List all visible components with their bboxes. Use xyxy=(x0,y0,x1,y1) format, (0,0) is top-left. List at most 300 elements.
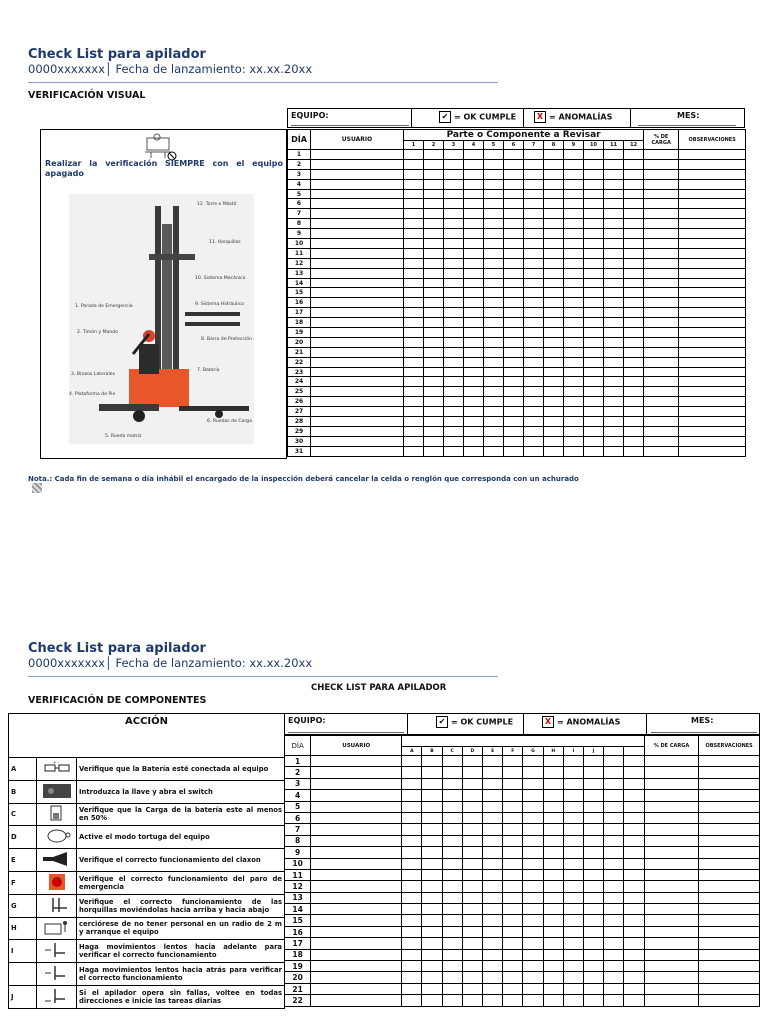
check-cell[interactable] xyxy=(604,881,624,892)
check-cell[interactable] xyxy=(464,347,484,357)
check-cell[interactable] xyxy=(524,377,544,387)
check-cell[interactable] xyxy=(424,377,444,387)
check-cell[interactable] xyxy=(503,881,523,892)
check-cell[interactable] xyxy=(402,801,422,812)
check-cell[interactable] xyxy=(624,328,644,338)
check-cell[interactable] xyxy=(543,869,563,880)
check-cell[interactable] xyxy=(624,367,644,377)
check-cell[interactable] xyxy=(422,778,442,789)
check-cell[interactable] xyxy=(442,801,462,812)
check-cell[interactable] xyxy=(462,869,482,880)
check-cell[interactable] xyxy=(503,904,523,915)
check-cell[interactable] xyxy=(402,983,422,994)
check-cell[interactable] xyxy=(679,239,746,249)
check-cell[interactable] xyxy=(442,835,462,846)
check-cell[interactable] xyxy=(524,367,544,377)
check-cell[interactable] xyxy=(442,790,462,801)
check-cell[interactable] xyxy=(543,995,563,1006)
check-cell[interactable] xyxy=(311,778,402,789)
check-cell[interactable] xyxy=(564,377,584,387)
check-cell[interactable] xyxy=(544,397,564,407)
check-cell[interactable] xyxy=(483,881,503,892)
check-cell[interactable] xyxy=(624,983,644,994)
check-cell[interactable] xyxy=(564,446,584,456)
check-cell[interactable] xyxy=(624,219,644,229)
check-cell[interactable] xyxy=(679,169,746,179)
check-cell[interactable] xyxy=(523,915,543,926)
check-cell[interactable] xyxy=(679,407,746,417)
check-cell[interactable] xyxy=(679,426,746,436)
check-cell[interactable] xyxy=(404,189,424,199)
check-cell[interactable] xyxy=(444,268,464,278)
check-cell[interactable] xyxy=(584,288,604,298)
check-cell[interactable] xyxy=(311,426,404,436)
check-cell[interactable] xyxy=(604,938,624,949)
check-cell[interactable] xyxy=(311,961,402,972)
check-cell[interactable] xyxy=(483,847,503,858)
check-cell[interactable] xyxy=(624,308,644,318)
check-cell[interactable] xyxy=(624,904,644,915)
check-cell[interactable] xyxy=(524,426,544,436)
check-cell[interactable] xyxy=(699,938,760,949)
check-cell[interactable] xyxy=(524,397,544,407)
check-cell[interactable] xyxy=(644,858,699,869)
check-cell[interactable] xyxy=(644,209,679,219)
check-cell[interactable] xyxy=(699,790,760,801)
check-cell[interactable] xyxy=(624,248,644,258)
check-cell[interactable] xyxy=(543,847,563,858)
check-cell[interactable] xyxy=(442,961,462,972)
check-cell[interactable] xyxy=(604,915,624,926)
check-cell[interactable] xyxy=(544,209,564,219)
check-cell[interactable] xyxy=(644,179,679,189)
check-cell[interactable] xyxy=(679,189,746,199)
check-cell[interactable] xyxy=(644,159,679,169)
check-cell[interactable] xyxy=(563,983,583,994)
check-cell[interactable] xyxy=(504,209,524,219)
check-cell[interactable] xyxy=(564,229,584,239)
check-cell[interactable] xyxy=(563,938,583,949)
check-cell[interactable] xyxy=(563,961,583,972)
check-cell[interactable] xyxy=(564,239,584,249)
check-cell[interactable] xyxy=(462,767,482,778)
check-cell[interactable] xyxy=(311,949,402,960)
check-cell[interactable] xyxy=(604,790,624,801)
check-cell[interactable] xyxy=(584,347,604,357)
check-cell[interactable] xyxy=(624,858,644,869)
check-cell[interactable] xyxy=(564,426,584,436)
check-cell[interactable] xyxy=(462,824,482,835)
check-cell[interactable] xyxy=(544,248,564,258)
check-cell[interactable] xyxy=(503,790,523,801)
check-cell[interactable] xyxy=(564,367,584,377)
check-cell[interactable] xyxy=(404,258,424,268)
check-cell[interactable] xyxy=(564,337,584,347)
check-cell[interactable] xyxy=(402,812,422,823)
check-cell[interactable] xyxy=(504,150,524,160)
check-cell[interactable] xyxy=(543,961,563,972)
check-cell[interactable] xyxy=(604,308,624,318)
check-cell[interactable] xyxy=(462,847,482,858)
check-cell[interactable] xyxy=(462,915,482,926)
check-cell[interactable] xyxy=(442,915,462,926)
check-cell[interactable] xyxy=(563,847,583,858)
check-cell[interactable] xyxy=(444,288,464,298)
check-cell[interactable] xyxy=(644,881,699,892)
check-cell[interactable] xyxy=(624,756,644,767)
check-cell[interactable] xyxy=(584,801,604,812)
check-cell[interactable] xyxy=(422,756,442,767)
check-cell[interactable] xyxy=(464,337,484,347)
check-cell[interactable] xyxy=(544,278,564,288)
check-cell[interactable] xyxy=(503,938,523,949)
check-cell[interactable] xyxy=(404,288,424,298)
check-cell[interactable] xyxy=(624,949,644,960)
check-cell[interactable] xyxy=(404,308,424,318)
check-cell[interactable] xyxy=(464,189,484,199)
check-cell[interactable] xyxy=(604,288,624,298)
check-cell[interactable] xyxy=(504,298,524,308)
check-cell[interactable] xyxy=(311,869,402,880)
check-cell[interactable] xyxy=(311,278,404,288)
check-cell[interactable] xyxy=(424,308,444,318)
check-cell[interactable] xyxy=(679,337,746,347)
check-cell[interactable] xyxy=(584,881,604,892)
check-cell[interactable] xyxy=(644,961,699,972)
check-cell[interactable] xyxy=(524,347,544,357)
check-cell[interactable] xyxy=(504,159,524,169)
check-cell[interactable] xyxy=(504,387,524,397)
check-cell[interactable] xyxy=(424,436,444,446)
check-cell[interactable] xyxy=(503,778,523,789)
check-cell[interactable] xyxy=(524,219,544,229)
check-cell[interactable] xyxy=(422,949,442,960)
check-cell[interactable] xyxy=(444,209,464,219)
check-cell[interactable] xyxy=(584,915,604,926)
check-cell[interactable] xyxy=(462,801,482,812)
check-cell[interactable] xyxy=(584,756,604,767)
check-cell[interactable] xyxy=(563,995,583,1006)
check-cell[interactable] xyxy=(462,995,482,1006)
check-cell[interactable] xyxy=(604,949,624,960)
check-cell[interactable] xyxy=(699,961,760,972)
check-cell[interactable] xyxy=(442,995,462,1006)
check-cell[interactable] xyxy=(679,308,746,318)
check-cell[interactable] xyxy=(462,812,482,823)
check-cell[interactable] xyxy=(442,847,462,858)
check-cell[interactable] xyxy=(464,219,484,229)
check-cell[interactable] xyxy=(464,318,484,328)
check-cell[interactable] xyxy=(624,407,644,417)
check-cell[interactable] xyxy=(523,824,543,835)
check-cell[interactable] xyxy=(624,915,644,926)
check-cell[interactable] xyxy=(584,778,604,789)
check-cell[interactable] xyxy=(424,367,444,377)
check-cell[interactable] xyxy=(604,209,624,219)
check-cell[interactable] xyxy=(543,983,563,994)
check-cell[interactable] xyxy=(679,377,746,387)
check-cell[interactable] xyxy=(563,881,583,892)
check-cell[interactable] xyxy=(544,288,564,298)
check-cell[interactable] xyxy=(483,767,503,778)
check-cell[interactable] xyxy=(442,881,462,892)
check-cell[interactable] xyxy=(462,835,482,846)
check-cell[interactable] xyxy=(464,417,484,427)
check-cell[interactable] xyxy=(464,199,484,209)
check-cell[interactable] xyxy=(424,357,444,367)
check-cell[interactable] xyxy=(544,159,564,169)
check-cell[interactable] xyxy=(422,938,442,949)
check-cell[interactable] xyxy=(311,219,404,229)
check-cell[interactable] xyxy=(644,417,679,427)
check-cell[interactable] xyxy=(604,801,624,812)
check-cell[interactable] xyxy=(604,298,624,308)
check-cell[interactable] xyxy=(584,189,604,199)
check-cell[interactable] xyxy=(311,417,404,427)
check-cell[interactable] xyxy=(544,347,564,357)
check-cell[interactable] xyxy=(563,824,583,835)
check-cell[interactable] xyxy=(424,298,444,308)
check-cell[interactable] xyxy=(424,288,444,298)
check-cell[interactable] xyxy=(311,835,402,846)
check-cell[interactable] xyxy=(424,248,444,258)
check-cell[interactable] xyxy=(644,915,699,926)
check-cell[interactable] xyxy=(442,949,462,960)
check-cell[interactable] xyxy=(624,972,644,983)
check-cell[interactable] xyxy=(484,248,504,258)
check-cell[interactable] xyxy=(644,397,679,407)
check-cell[interactable] xyxy=(442,756,462,767)
check-cell[interactable] xyxy=(404,209,424,219)
check-cell[interactable] xyxy=(584,926,604,937)
check-cell[interactable] xyxy=(604,417,624,427)
check-cell[interactable] xyxy=(679,397,746,407)
check-cell[interactable] xyxy=(424,337,444,347)
check-cell[interactable] xyxy=(464,397,484,407)
check-cell[interactable] xyxy=(644,347,679,357)
check-cell[interactable] xyxy=(424,278,444,288)
check-cell[interactable] xyxy=(444,407,464,417)
check-cell[interactable] xyxy=(644,189,679,199)
check-cell[interactable] xyxy=(543,801,563,812)
check-cell[interactable] xyxy=(699,983,760,994)
check-cell[interactable] xyxy=(524,288,544,298)
check-cell[interactable] xyxy=(644,407,679,417)
check-cell[interactable] xyxy=(644,318,679,328)
check-cell[interactable] xyxy=(424,169,444,179)
check-cell[interactable] xyxy=(483,961,503,972)
check-cell[interactable] xyxy=(484,189,504,199)
check-cell[interactable] xyxy=(422,995,442,1006)
check-cell[interactable] xyxy=(404,298,424,308)
check-cell[interactable] xyxy=(311,318,404,328)
check-cell[interactable] xyxy=(444,417,464,427)
check-cell[interactable] xyxy=(624,377,644,387)
check-cell[interactable] xyxy=(483,983,503,994)
check-cell[interactable] xyxy=(563,869,583,880)
check-cell[interactable] xyxy=(564,219,584,229)
check-cell[interactable] xyxy=(644,904,699,915)
check-cell[interactable] xyxy=(523,904,543,915)
check-cell[interactable] xyxy=(544,407,564,417)
check-cell[interactable] xyxy=(404,446,424,456)
check-cell[interactable] xyxy=(424,209,444,219)
check-cell[interactable] xyxy=(604,239,624,249)
check-cell[interactable] xyxy=(699,778,760,789)
check-cell[interactable] xyxy=(311,357,404,367)
check-cell[interactable] xyxy=(543,812,563,823)
check-cell[interactable] xyxy=(624,298,644,308)
check-cell[interactable] xyxy=(504,169,524,179)
check-cell[interactable] xyxy=(424,150,444,160)
check-cell[interactable] xyxy=(404,268,424,278)
check-cell[interactable] xyxy=(484,219,504,229)
check-cell[interactable] xyxy=(564,150,584,160)
check-cell[interactable] xyxy=(484,407,504,417)
check-cell[interactable] xyxy=(503,812,523,823)
check-cell[interactable] xyxy=(444,337,464,347)
check-cell[interactable] xyxy=(484,298,504,308)
check-cell[interactable] xyxy=(402,972,422,983)
check-cell[interactable] xyxy=(644,926,699,937)
check-cell[interactable] xyxy=(564,288,584,298)
check-cell[interactable] xyxy=(699,767,760,778)
check-cell[interactable] xyxy=(564,278,584,288)
check-cell[interactable] xyxy=(584,328,604,338)
check-cell[interactable] xyxy=(524,417,544,427)
check-cell[interactable] xyxy=(604,337,624,347)
check-cell[interactable] xyxy=(484,150,504,160)
check-cell[interactable] xyxy=(564,436,584,446)
check-cell[interactable] xyxy=(483,926,503,937)
check-cell[interactable] xyxy=(544,318,564,328)
check-cell[interactable] xyxy=(503,915,523,926)
check-cell[interactable] xyxy=(462,778,482,789)
check-cell[interactable] xyxy=(483,915,503,926)
check-cell[interactable] xyxy=(422,961,442,972)
check-cell[interactable] xyxy=(524,446,544,456)
check-cell[interactable] xyxy=(504,308,524,318)
check-cell[interactable] xyxy=(483,892,503,903)
check-cell[interactable] xyxy=(624,229,644,239)
check-cell[interactable] xyxy=(524,209,544,219)
check-cell[interactable] xyxy=(604,377,624,387)
check-cell[interactable] xyxy=(604,278,624,288)
check-cell[interactable] xyxy=(404,426,424,436)
check-cell[interactable] xyxy=(444,179,464,189)
check-cell[interactable] xyxy=(604,869,624,880)
check-cell[interactable] xyxy=(311,268,404,278)
check-cell[interactable] xyxy=(584,169,604,179)
check-cell[interactable] xyxy=(464,209,484,219)
check-cell[interactable] xyxy=(424,159,444,169)
check-cell[interactable] xyxy=(404,229,424,239)
check-cell[interactable] xyxy=(424,328,444,338)
check-cell[interactable] xyxy=(524,189,544,199)
check-cell[interactable] xyxy=(311,199,404,209)
check-cell[interactable] xyxy=(504,288,524,298)
check-cell[interactable] xyxy=(524,357,544,367)
check-cell[interactable] xyxy=(699,858,760,869)
check-cell[interactable] xyxy=(311,915,402,926)
check-cell[interactable] xyxy=(404,278,424,288)
check-cell[interactable] xyxy=(679,367,746,377)
check-cell[interactable] xyxy=(644,778,699,789)
check-cell[interactable] xyxy=(424,219,444,229)
check-cell[interactable] xyxy=(624,938,644,949)
check-cell[interactable] xyxy=(504,357,524,367)
check-cell[interactable] xyxy=(404,219,424,229)
check-cell[interactable] xyxy=(563,972,583,983)
check-cell[interactable] xyxy=(483,824,503,835)
check-cell[interactable] xyxy=(462,756,482,767)
check-cell[interactable] xyxy=(311,347,404,357)
check-cell[interactable] xyxy=(444,150,464,160)
check-cell[interactable] xyxy=(584,199,604,209)
check-cell[interactable] xyxy=(422,892,442,903)
check-cell[interactable] xyxy=(584,824,604,835)
check-cell[interactable] xyxy=(544,189,564,199)
check-cell[interactable] xyxy=(402,835,422,846)
check-cell[interactable] xyxy=(604,835,624,846)
check-cell[interactable] xyxy=(404,357,424,367)
check-cell[interactable] xyxy=(543,756,563,767)
check-cell[interactable] xyxy=(311,446,404,456)
check-cell[interactable] xyxy=(524,318,544,328)
check-cell[interactable] xyxy=(311,209,404,219)
check-cell[interactable] xyxy=(464,278,484,288)
check-cell[interactable] xyxy=(604,328,624,338)
check-cell[interactable] xyxy=(483,812,503,823)
check-cell[interactable] xyxy=(644,229,679,239)
check-cell[interactable] xyxy=(484,397,504,407)
check-cell[interactable] xyxy=(543,926,563,937)
check-cell[interactable] xyxy=(402,949,422,960)
check-cell[interactable] xyxy=(624,892,644,903)
check-cell[interactable] xyxy=(402,869,422,880)
check-cell[interactable] xyxy=(503,983,523,994)
check-cell[interactable] xyxy=(644,357,679,367)
check-cell[interactable] xyxy=(444,308,464,318)
check-cell[interactable] xyxy=(442,858,462,869)
check-cell[interactable] xyxy=(584,446,604,456)
check-cell[interactable] xyxy=(604,847,624,858)
check-cell[interactable] xyxy=(644,377,679,387)
check-cell[interactable] xyxy=(422,835,442,846)
check-cell[interactable] xyxy=(442,972,462,983)
check-cell[interactable] xyxy=(311,159,404,169)
check-cell[interactable] xyxy=(504,407,524,417)
check-cell[interactable] xyxy=(523,801,543,812)
check-cell[interactable] xyxy=(524,169,544,179)
check-cell[interactable] xyxy=(483,756,503,767)
check-cell[interactable] xyxy=(644,328,679,338)
check-cell[interactable] xyxy=(624,790,644,801)
check-cell[interactable] xyxy=(644,387,679,397)
check-cell[interactable] xyxy=(444,159,464,169)
check-cell[interactable] xyxy=(444,298,464,308)
check-cell[interactable] xyxy=(504,248,524,258)
check-cell[interactable] xyxy=(644,169,679,179)
check-cell[interactable] xyxy=(311,756,402,767)
check-cell[interactable] xyxy=(311,337,404,347)
check-cell[interactable] xyxy=(444,248,464,258)
check-cell[interactable] xyxy=(544,337,564,347)
check-cell[interactable] xyxy=(504,337,524,347)
check-cell[interactable] xyxy=(524,179,544,189)
check-cell[interactable] xyxy=(624,169,644,179)
check-cell[interactable] xyxy=(584,357,604,367)
